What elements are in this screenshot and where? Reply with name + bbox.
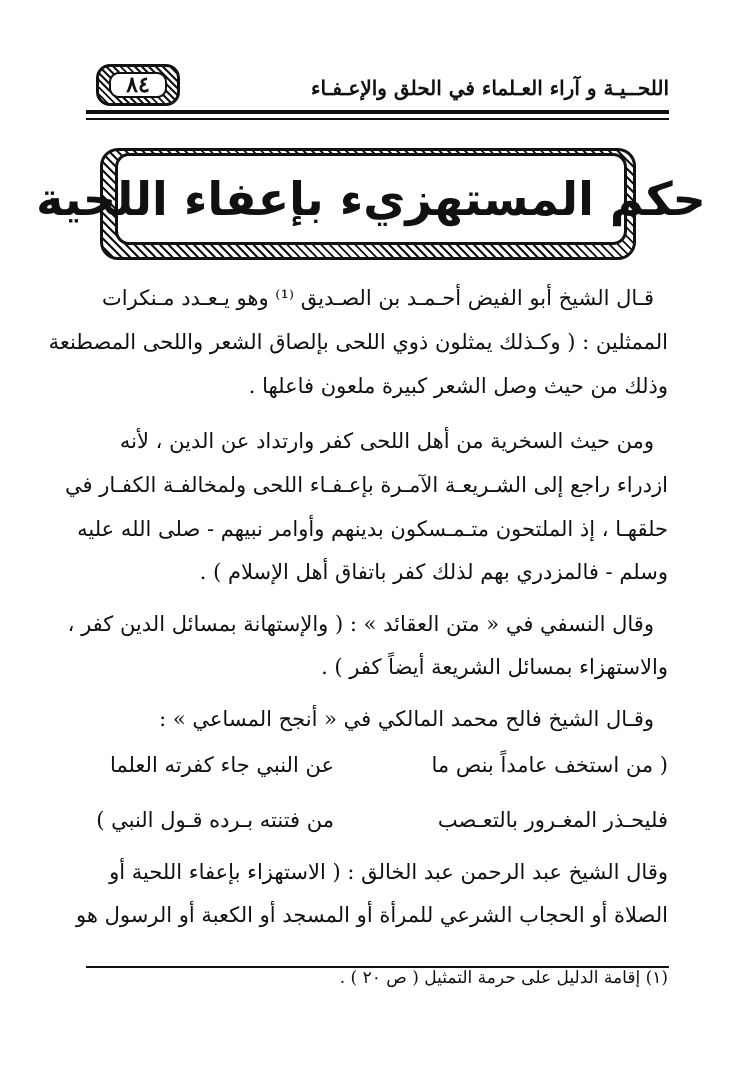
text-line: الممثلين : ( وكـذلك يمثلون ذوي اللحى بإلصاق الشعر واللحى المصطنعة [48,330,668,354]
page-number-badge [96,64,180,106]
chapter-heading: حكم المستهزيء بإعفاء اللحية [36,172,706,226]
chapter-heading-box [36,153,706,245]
verse-hemistich: من فتنته بـرده قـول النبي ) [96,808,334,832]
text-line: والاستهزاء بمسائل الشريعة أيضاً كفر ) . [321,655,668,679]
page-number: ٨٤ [109,72,167,98]
running-title: اللحــيـة و آراء العـلماء في الحلق والإعـفـاء [311,76,669,100]
chapter-heading-frame [36,148,706,260]
text-line: ومن حيث السخرية من أهل اللحى كفر وارتداد عن الدين ، لأنه [119,429,654,453]
text-line: حلقهـا ، إذ الملتحون متـمـسكون بدينهم وأوامر نبيهم - صلى الله عليه [77,517,668,541]
text-line: وذلك من حيث وصل الشعر كبيرة ملعون فاعلها . [248,374,668,398]
footnote: (١) إقامة الدليل على حرمة التمثيل ( ص ٢٠ ) . [339,968,668,988]
header-rule-thick [86,110,669,114]
text-line: ازدراء راجع إلى الشـريعـة الآمـرة بإعـفـاء اللحى ولمخالفـة الكفـار في [65,473,668,497]
text-line: وقال النسفي في « متن العقائد » : ( والإستهانة بمسائل الدين كفر ، [67,612,654,636]
header-rule-thin [86,118,669,120]
verse-hemistich: عن النبي جاء كفرته العلما [109,753,334,777]
text-line: وقال الشيخ عبد الرحمن عبد الخالق : ( الاستهزاء بإعفاء اللحية أو [109,860,668,884]
text-line: الصلاة أو الحجاب الشرعي للمرأة أو المسجد أو الكعبة أو الرسول هو [75,903,668,927]
text-line: وقـال الشيخ فالح محمد المالكي في « أنجح المساعي » : [159,707,654,731]
text-line: وسلم - فالمزدري بهم لذلك كفر باتفاق أهل الإسلام ) . [199,560,668,584]
verse-hemistich: فليحـذر المغـرور بالتعـصب [437,808,668,832]
text-line: قـال الشيخ أبو الفيض أحـمـد بن الصـديق ⁽¹⁾ وهو يـعـدد مـنكرات [102,286,654,310]
verse-hemistich: ( من استخف عامداً بنص ما [431,753,668,777]
